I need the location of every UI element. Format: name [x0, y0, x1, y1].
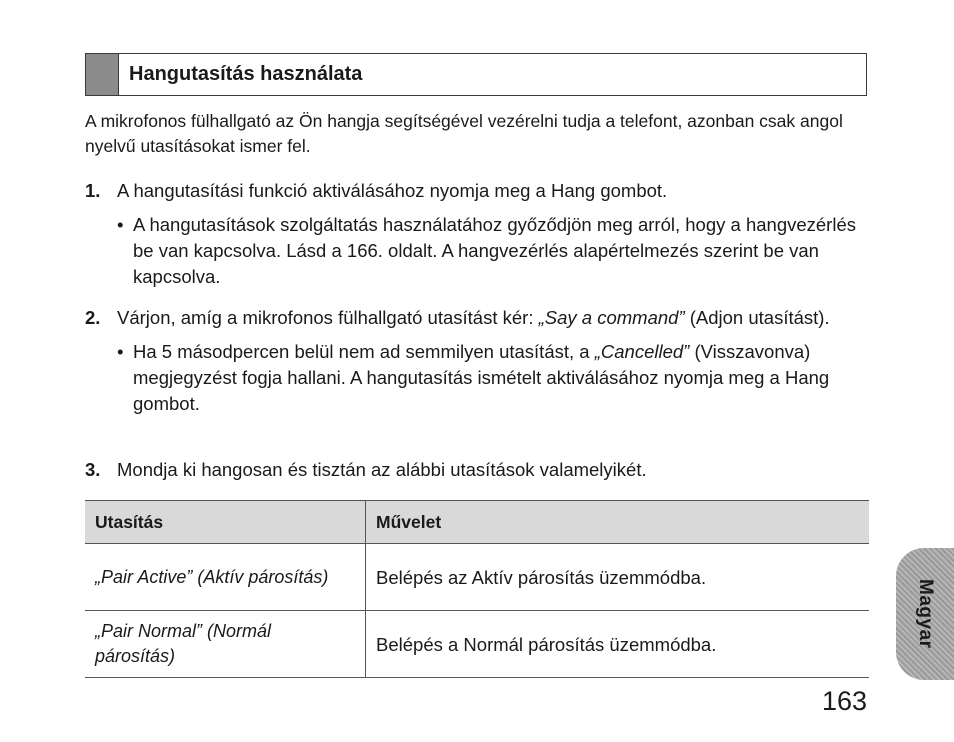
- table-cell-action: Belépés az Aktív párosítás üzemmódba.: [366, 544, 870, 611]
- step-text: A hangutasítási funkció aktiválásához nyomja meg a Hang gombot.: [117, 180, 668, 201]
- step-text: Mondja ki hangosan és tisztán az alábbi utasítások valamelyikét.: [117, 459, 647, 480]
- bullet-text-part: Ha 5 másodpercen belül nem ad semmilyen utasítást, a: [133, 341, 595, 362]
- table-row: [85, 611, 869, 678]
- table-cell-action: Belépés a Normál párosítás üzemmódba.: [366, 611, 870, 678]
- language-side-tab: [896, 548, 954, 680]
- command-table: [85, 500, 869, 678]
- page-number: 163: [822, 686, 868, 716]
- intro-paragraph: A mikrofonos fülhallgató az Ön hangja segítségével vezérelni tudja a telefont, azonban csak angol nyelvű utasításokat ismer fel.: [85, 111, 843, 156]
- table-header-action: Művelet: [366, 501, 870, 544]
- step-text-part: (Adjon utasítást).: [684, 307, 830, 328]
- bullet-icon: •: [117, 214, 124, 235]
- step-number: 3.: [85, 459, 101, 480]
- step-3: [85, 457, 875, 483]
- table-cell-command: „Pair Normal” (Normál párosítás): [85, 611, 366, 678]
- bullet-icon: •: [117, 341, 124, 362]
- step-bullet: [117, 339, 875, 417]
- bullet-text: A hangutasítások szolgáltatás használatához győződjön meg arról, hogy a hangvezérlés be van kapcsolva. Lásd a 166. oldalt. A hangvezérlés alapértelmezés szerint be van kapcsolva.: [133, 214, 856, 287]
- step-number: 1.: [85, 180, 101, 201]
- table-row: [85, 544, 869, 611]
- bullet-text-part: (Visszavonva) megjegyzést fogja hallani. A hangutasítás ismételt aktiválásához nyomja meg a Hang gombot.: [133, 341, 830, 414]
- command-phrase: „Say a command”: [538, 307, 685, 328]
- table-header-command: Utasítás: [85, 501, 366, 544]
- table-header-row: [85, 501, 869, 544]
- step-number: 2.: [85, 307, 101, 328]
- section-title: Hangutasítás használata: [129, 63, 363, 85]
- step-text-part: Várjon, amíg a mikrofonos fülhallgató utasítást kér:: [117, 307, 539, 328]
- step-bullet: [117, 212, 875, 290]
- section-marker: [86, 54, 119, 95]
- step-text: [117, 305, 875, 331]
- step-2: [85, 305, 875, 417]
- command-phrase: „Cancelled”: [594, 341, 690, 362]
- table-cell-command: „Pair Active” (Aktív párosítás): [85, 544, 366, 611]
- section-header: [85, 53, 867, 96]
- language-label: Magyar: [915, 579, 936, 649]
- step-1: [85, 178, 875, 290]
